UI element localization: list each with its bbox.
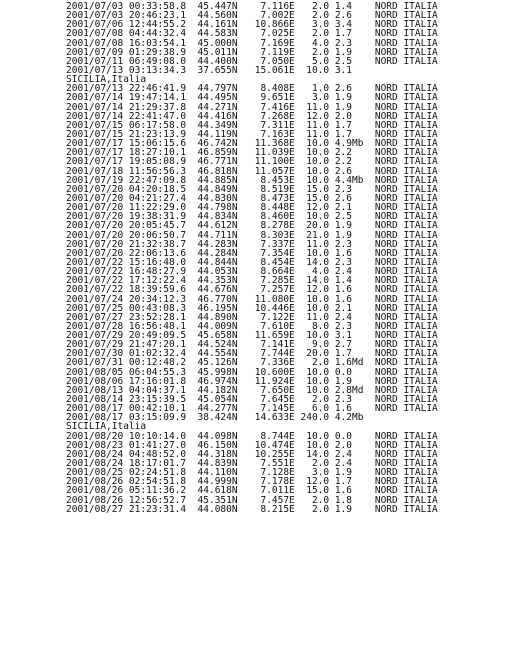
catalog-line: 2001/07/17 15:06:15.6 46.742N 11.368E 10.0 4.9Mb NORD ITALIA <box>66 138 438 150</box>
catalog-line: 2001/08/05 06:04:55.3 45.998N 10.600E 10.0 0.0 NORD ITALIA <box>66 366 438 378</box>
catalog-line: 2001/07/08 04:44:32.4 44.583N 7.025E 2.0 1.7 NORD ITALIA <box>66 28 438 40</box>
catalog-line: 2001/07/13 03:13:34.3 37.655N 15.061E 10.0 3.1 <box>66 64 352 76</box>
catalog-line: 2001/08/06 17:16:01.8 46.974N 11.924E 10.0 1.9 NORD ITALIA <box>66 375 438 387</box>
catalog-line: 2001/08/26 05:11:36.2 44.618N 7.011E 15.0 1.6 NORD ITALIA <box>66 485 438 497</box>
catalog-line: 2001/07/20 20:05:45.7 44.612N 8.278E 20.0 1.9 NORD ITALIA <box>66 220 438 232</box>
catalog-line: 2001/07/20 21:32:38.7 44.283N 7.337E 11.0 2.3 NORD ITALIA <box>66 238 438 250</box>
catalog-line: 2001/07/14 21:29:37.8 44.271N 7.416E 11.0 1.9 NORD ITALIA <box>66 101 438 113</box>
catalog-line: 2001/07/22 18:39:59.6 44.676N 7.257E 12.0 1.6 NORD ITALIA <box>66 284 438 296</box>
catalog-line: 2001/07/17 18:27:10.1 46.859N 11.039E 10.0 2.2 NORD ITALIA <box>66 147 438 159</box>
catalog-line: 2001/07/03 20:46:23.1 44.560N 7.002E 2.0 2.6 NORD ITALIA <box>66 10 438 22</box>
catalog-line: SICILIA,Italia <box>66 421 147 433</box>
catalog-line: 2001/07/22 17:12:22.4 44.353N 7.285E 14.0 1.4 NORD ITALIA <box>66 275 438 287</box>
catalog-line: 2001/07/22 16:48:27.9 44.053N 8.664E 4.0 2.4 NORD ITALIA <box>66 266 438 278</box>
catalog-line: 2001/07/20 22:06:13.6 44.284N 7.354E 10.0 1.6 NORD ITALIA <box>66 247 438 259</box>
catalog-line: 2001/08/25 02:24:51.8 44.110N 7.128E 3.0 1.9 NORD ITALIA <box>66 467 438 479</box>
catalog-line: 2001/07/15 21:23:13.9 44.119N 7.163E 11.0 1.7 NORD ITALIA <box>66 128 438 140</box>
catalog-line: 2001/07/17 19:05:08.9 46.771N 11.100E 10.0 2.2 NORD ITALIA <box>66 156 438 168</box>
catalog-line: 2001/07/15 06:17:58.0 44.349N 7.311E 11.0 1.7 NORD ITALIA <box>66 119 438 131</box>
catalog-line: 2001/07/31 00:12:48.2 45.126N 7.336E 2.0 1.6Md NORD ITALIA <box>66 357 438 369</box>
catalog-line: 2001/07/14 22:41:47.0 44.416N 7.268E 12.0 2.0 NORD ITALIA <box>66 110 438 122</box>
catalog-line: 2001/08/24 04:48:52.0 44.318N 10.255E 14.0 2.4 NORD ITALIA <box>66 448 438 460</box>
catalog-line: 2001/07/03 00:33:58.8 45.447N 7.116E 2.0 1.4 NORD ITALIA <box>66 1 438 12</box>
catalog-line: 2001/08/17 00:42:10.1 44.277N 7.145E 6.0 1.6 NORD ITALIA <box>66 403 438 415</box>
earthquake-catalog-listing <box>66 2 438 514</box>
catalog-line: 2001/07/20 11:22:29.0 44.798N 8.448E 12.0 2.1 NORD ITALIA <box>66 202 438 214</box>
catalog-line: 2001/07/11 06:49:08.0 44.400N 7.050E 5.0 2.5 NORD ITALIA <box>66 55 438 67</box>
catalog-line: 2001/07/28 16:56:48.1 44.009N 7.610E 8.0 2.3 NORD ITALIA <box>66 320 438 332</box>
catalog-line: 2001/07/13 22:46:41.9 44.797N 8.408E 1.0 2.6 NORD ITALIA <box>66 83 438 95</box>
catalog-line: 2001/08/20 10:10:14.0 44.098N 8.744E 10.0 0.0 NORD ITALIA <box>66 430 438 442</box>
catalog-line: 2001/07/30 01:02:32.4 44.554N 7.744E 20.0 1.7 NORD ITALIA <box>66 348 438 360</box>
catalog-line: 2001/07/22 15:16:48.0 44.844N 8.454E 14.0 2.3 NORD ITALIA <box>66 256 438 268</box>
catalog-line: 2001/07/25 00:43:08.3 46.195N 10.446E 10.0 2.1 NORD ITALIA <box>66 302 438 314</box>
catalog-line: 2001/07/24 20:34:12.3 46.770N 11.080E 10.0 1.6 NORD ITALIA <box>66 293 438 305</box>
catalog-line: 2001/08/14 23:15:39.5 45.054N 7.645E 2.0 2.3 NORD ITALIA <box>66 394 438 406</box>
catalog-line: 2001/07/06 12:44:55.2 44.161N 10.866E 3.0 3.4 NORD ITALIA <box>66 19 438 31</box>
catalog-line: 2001/08/26 12:56:52.7 45.351N 7.457E 2.0 1.8 NORD ITALIA <box>66 494 438 506</box>
catalog-line: 2001/08/17 03:15:09.9 38.424N 14.633E 240.0 4.2Mb <box>66 412 364 424</box>
catalog-line: 2001/07/29 21:47:20.1 44.524N 7.141E 9.0 2.7 NORD ITALIA <box>66 339 438 351</box>
catalog-line: 2001/07/19 22:47:09.8 44.885N 8.453E 10.0 4.4Mb NORD ITALIA <box>66 174 438 186</box>
catalog-line: 2001/07/18 11:56:56.3 46.818N 11.057E 10.0 2.6 NORD ITALIA <box>66 165 438 177</box>
catalog-line: 2001/07/20 04:21:27.4 44.830N 8.473E 15.0 2.6 NORD ITALIA <box>66 192 438 204</box>
catalog-line: 2001/07/20 19:38:31.9 44.834N 8.460E 10.0 2.5 NORD ITALIA <box>66 211 438 223</box>
catalog-line: 2001/07/29 20:49:09.5 45.658N 11.659E 10.0 3.1 NORD ITALIA <box>66 330 438 342</box>
catalog-line: 2001/07/20 04:20:18.5 44.849N 8.519E 15.0 2.3 NORD ITALIA <box>66 183 438 195</box>
catalog-line: 2001/08/26 02:54:51.8 44.999N 7.178E 12.0 1.7 NORD ITALIA <box>66 476 438 488</box>
catalog-line: 2001/07/09 01:29:38.9 45.011N 7.119E 2.0 1.9 NORD ITALIA <box>66 46 438 58</box>
catalog-line: 2001/08/27 21:23:31.4 44.080N 8.215E 2.0 1.9 NORD ITALIA <box>66 503 438 515</box>
catalog-line: 2001/07/27 23:52:28.1 44.890N 7.122E 11.0 2.4 NORD ITALIA <box>66 311 438 323</box>
catalog-line: 2001/08/24 18:17:01.7 44.839N 7.551E 2.0 2.4 NORD ITALIA <box>66 458 438 470</box>
catalog-line: 2001/07/08 16:03:54.1 45.000N 7.169E 4.0 2.3 NORD ITALIA <box>66 37 438 49</box>
catalog-line: 2001/08/13 04:04:37.1 44.182N 7.650E 10.0 2.8Md NORD ITALIA <box>66 384 438 396</box>
catalog-line: SICILIA,Italia <box>66 74 147 86</box>
catalog-line: 2001/07/14 19:47:14.1 44.495N 9.651E 3.0 1.9 NORD ITALIA <box>66 92 438 104</box>
catalog-line: 2001/08/23 01:41:27.0 46.150N 10.474E 10.0 2.0 NORD ITALIA <box>66 439 438 451</box>
catalog-line: 2001/07/20 20:06:50.7 44.711N 8.303E 21.0 1.9 NORD ITALIA <box>66 229 438 241</box>
